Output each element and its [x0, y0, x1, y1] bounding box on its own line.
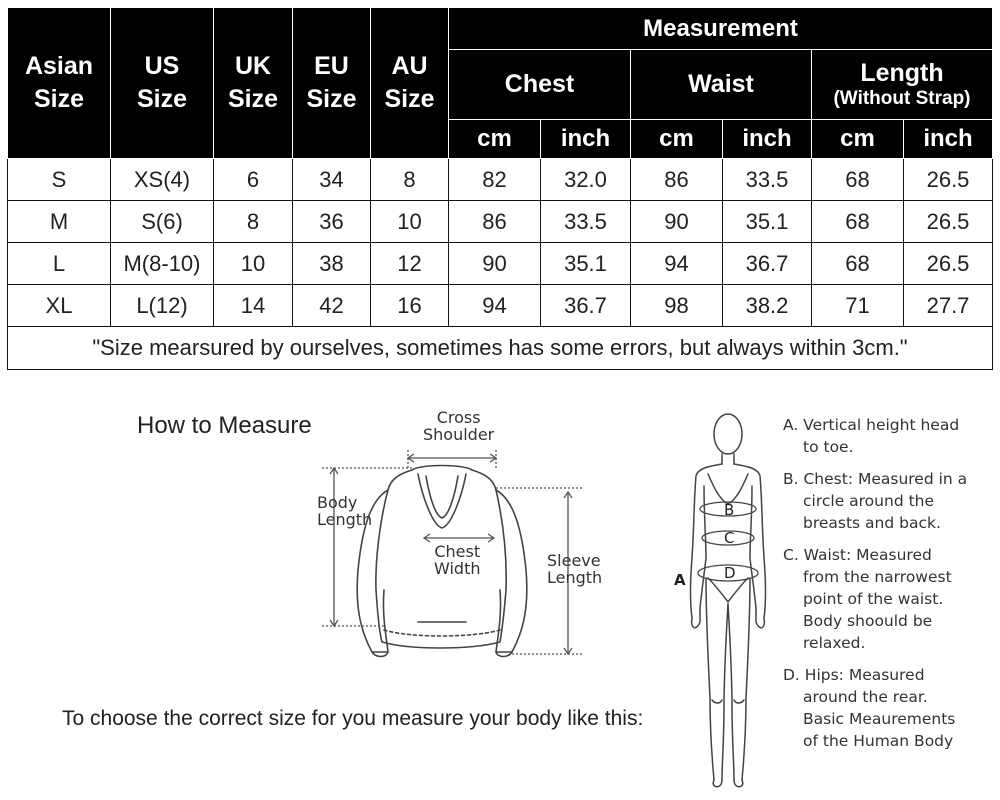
table-cell: 90 [449, 243, 541, 285]
letter-c: C [724, 529, 735, 547]
note-line: breasts and back. [803, 514, 941, 532]
table-cell: 42 [293, 285, 371, 327]
table-cell: 38.2 [723, 285, 812, 327]
sleeve-length-label: Sleeve Length [547, 551, 603, 587]
table-cell: 32.0 [541, 159, 631, 201]
note-line: from the narrowest [803, 568, 952, 586]
table-cell: 94 [449, 285, 541, 327]
table-cell: 82 [449, 159, 541, 201]
header-au-size: AU Size [371, 8, 449, 159]
table-cell: 14 [214, 285, 293, 327]
table-cell: 10 [371, 201, 449, 243]
body-length-label: Body Length [317, 493, 373, 529]
how-to-measure-title: How to Measure [137, 412, 312, 439]
unit-chest-inch: inch [541, 120, 631, 159]
table-note: "Size mearsured by ourselves, sometimes has some errors, but always within 3cm." [8, 327, 993, 370]
table-cell: S [8, 159, 111, 201]
unit-chest-cm: cm [449, 120, 541, 159]
table-cell: 33.5 [723, 159, 812, 201]
table-cell: 34 [293, 159, 371, 201]
note-line: around the rear. [803, 688, 928, 706]
note-line: point of the waist. [803, 590, 944, 608]
letter-d: D [724, 564, 736, 582]
table-cell: 38 [293, 243, 371, 285]
table-cell: 86 [449, 201, 541, 243]
table-cell: 36.7 [723, 243, 812, 285]
table-cell: 10 [214, 243, 293, 285]
table-cell: 98 [631, 285, 723, 327]
table-cell: L(12) [111, 285, 214, 327]
table-cell: 26.5 [904, 243, 993, 285]
table-cell: 94 [631, 243, 723, 285]
table-row [8, 285, 993, 327]
table-cell: M(8-10) [111, 243, 214, 285]
table-cell: 86 [631, 159, 723, 201]
table-row [8, 159, 993, 201]
unit-waist-cm: cm [631, 120, 723, 159]
table-cell: L [8, 243, 111, 285]
table-cell: 90 [631, 201, 723, 243]
table-cell: 12 [371, 243, 449, 285]
note-line: relaxed. [803, 634, 866, 652]
unit-waist-inch: inch [723, 120, 812, 159]
table-cell: XS(4) [111, 159, 214, 201]
table-row [8, 243, 993, 285]
note-line: Body shoould be [803, 612, 933, 630]
header-length-sub: (Without Strap) [833, 88, 971, 109]
table-cell: 68 [812, 201, 904, 243]
note-line: of the Human Body [803, 732, 954, 750]
table-cell: 26.5 [904, 201, 993, 243]
choose-size-instruction: To choose the correct size for you measure your body like this: [62, 707, 644, 730]
measurement-note [783, 544, 993, 654]
note-first-line: D. Hips: Measured [783, 666, 925, 684]
table-cell: 8 [214, 201, 293, 243]
table-cell: 68 [812, 243, 904, 285]
note-line: to toe. [803, 438, 854, 456]
table-cell: S(6) [111, 201, 214, 243]
letter-a: A [674, 571, 686, 589]
header-uk-size: UK Size [214, 8, 293, 159]
table-cell: 36.7 [541, 285, 631, 327]
table-cell: 35.1 [723, 201, 812, 243]
measurement-notes [783, 414, 993, 762]
table-cell: 16 [371, 285, 449, 327]
table-cell: 36 [293, 201, 371, 243]
table-cell: 35.1 [541, 243, 631, 285]
header-waist: Waist [631, 50, 812, 120]
size-chart-table [7, 7, 993, 370]
table-cell: 6 [214, 159, 293, 201]
header-length: Length (Without Strap) [812, 50, 993, 120]
table-row [8, 201, 993, 243]
note-first-line: A. Vertical height head [783, 416, 960, 434]
measurement-note [783, 664, 993, 752]
header-chest: Chest [449, 50, 631, 120]
unit-length-inch: inch [904, 120, 993, 159]
header-us-size: US Size [111, 8, 214, 159]
note-first-line: C. Waist: Measured [783, 546, 932, 564]
header-asian-size: Asian Size [8, 8, 111, 159]
body-figure [670, 408, 780, 800]
measurement-note [783, 414, 993, 458]
unit-length-cm: cm [812, 120, 904, 159]
header-eu-size: EU Size [293, 8, 371, 159]
table-cell: XL [8, 285, 111, 327]
table-cell: 33.5 [541, 201, 631, 243]
table-cell: 26.5 [904, 159, 993, 201]
table-cell: 71 [812, 285, 904, 327]
table-cell: 27.7 [904, 285, 993, 327]
letter-b: B [724, 501, 735, 519]
measurement-note [783, 468, 993, 534]
cross-shoulder-label: Cross Shoulder [423, 408, 495, 444]
note-line: circle around the [803, 492, 935, 510]
note-first-line: B. Chest: Measured in a [783, 470, 968, 488]
header-measurement: Measurement [449, 8, 993, 50]
table-cell: 8 [371, 159, 449, 201]
chest-width-label: Chest Width [434, 542, 481, 578]
table-cell: M [8, 201, 111, 243]
table-cell: 68 [812, 159, 904, 201]
note-line: Basic Meaurements [803, 710, 956, 728]
